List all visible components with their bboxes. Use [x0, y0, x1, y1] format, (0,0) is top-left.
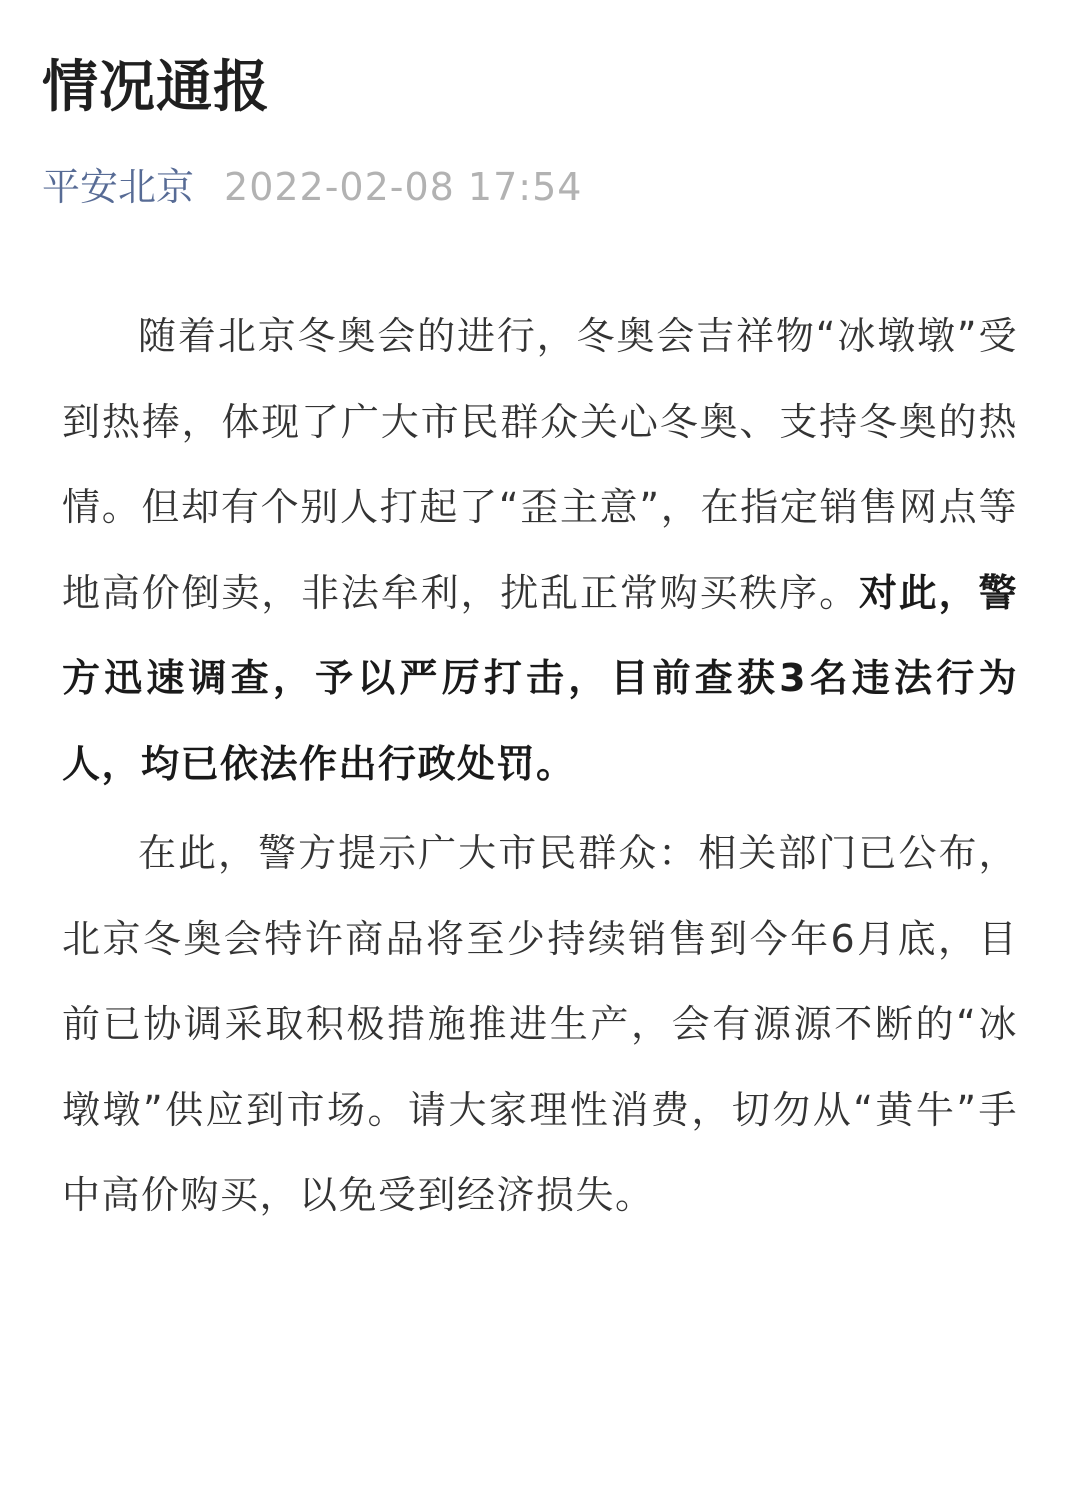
article-meta [42, 160, 582, 214]
paragraph-1-bold-text: 对此，警方迅速调查，予以严厉打击，目前查获3名违法行为人，均已依法作出行政处罚。 [62, 570, 1018, 786]
paragraph-1 [62, 294, 1018, 807]
article-title: 情况通报 [42, 55, 270, 120]
author-link[interactable]: 平安北京 [42, 165, 195, 209]
paragraph-2: 在此，警方提示广大市民群众：相关部门已公布，北京冬奥会特许商品将至少持续销售到今年6月底，目前已协调采取积极措施推进生产，会有源源不断的“冰墩墩”供应到市场。请大家理性消费，切勿从“黄牛”手中高价购买，以免受到经济损失。 [62, 831, 1018, 1217]
article-body [62, 294, 1018, 1243]
paragraph-1-text: 随着北京冬奥会的进行，冬奥会吉祥物“冰墩墩”受到热捧，体现了广大市民群众关心冬奥、支持冬奥的热情。但却有个别人打起了“歪主意”，在指定销售网点等地高价倒卖，非法牟利，扰乱正常购买秩序。 [62, 314, 1018, 615]
publish-date: 2022-02-08 17:54 [224, 165, 583, 209]
